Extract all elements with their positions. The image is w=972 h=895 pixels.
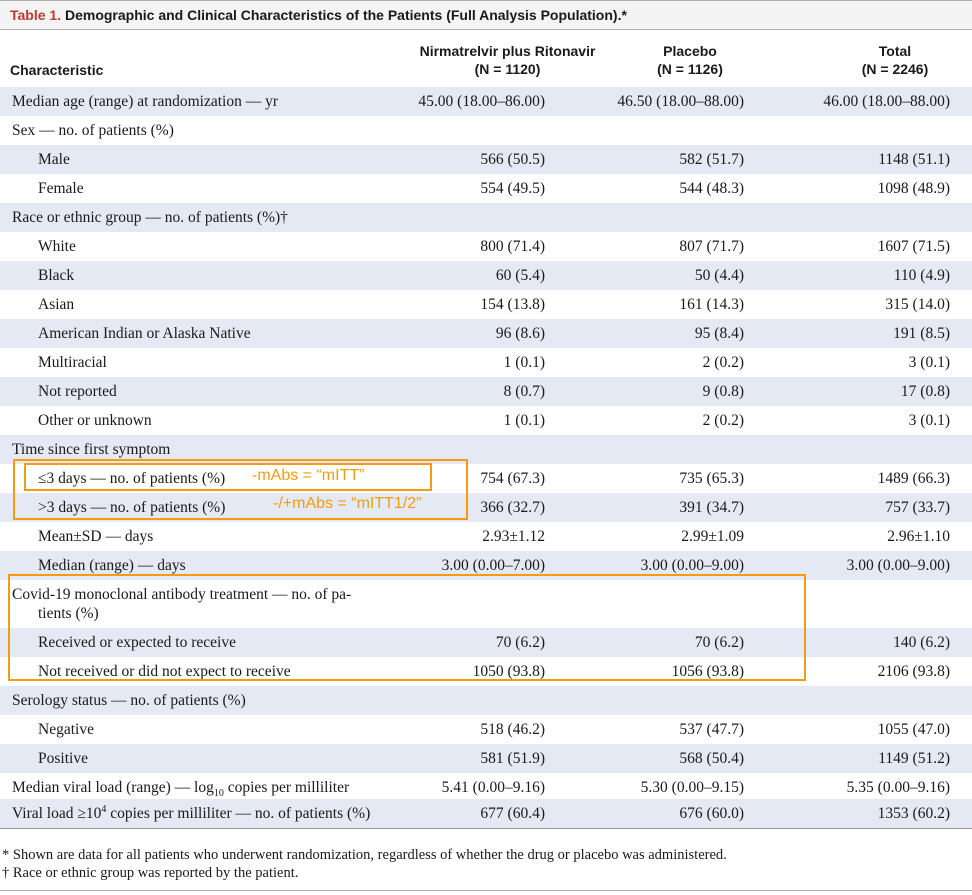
row-label: Negative <box>38 721 94 738</box>
row-label-pre: Viral load ≥10 <box>12 805 102 822</box>
cell-total: 17 (0.8) <box>900 383 950 400</box>
table-row <box>0 232 972 261</box>
cell-total: 1149 (51.2) <box>878 750 950 767</box>
cell-placebo: 3.00 (0.00–9.00) <box>640 557 744 574</box>
cell-placebo: 391 (34.7) <box>679 499 744 516</box>
row-label: Race or ethnic group — no. of patients (%)† <box>12 209 288 226</box>
cell-treatment: 554 (49.5) <box>480 180 545 197</box>
row-label: Not received or did not expect to receive <box>38 663 291 680</box>
cell-total: 1098 (48.9) <box>877 180 950 197</box>
cell-placebo: 9 (0.8) <box>702 383 744 400</box>
cell-treatment: 1 (0.1) <box>503 354 545 371</box>
row-label-post: copies per milliliter — no. of patients (%) <box>106 805 371 822</box>
cell-treatment: 366 (32.7) <box>480 499 545 516</box>
cell-placebo: 46.50 (18.00–88.00) <box>617 93 744 110</box>
cell-treatment: 754 (67.3) <box>480 470 545 487</box>
table-row <box>0 290 972 319</box>
header-treatment-name: Nirmatrelvir plus Ritonavir <box>419 43 596 59</box>
header-placebo-n: (N = 1126) <box>657 61 723 77</box>
cell-placebo: 582 (51.7) <box>679 151 744 168</box>
table-row <box>0 799 972 828</box>
table-row <box>0 406 972 435</box>
cell-total: 2.96±1.10 <box>887 528 950 545</box>
table-row <box>0 174 972 203</box>
cell-total: 3 (0.1) <box>908 412 950 429</box>
annotation-note-mitt12: -/+mAbs = “mITT1/2” <box>273 495 422 512</box>
table-row <box>0 87 972 116</box>
row-label: Median age (range) at randomization — yr <box>12 93 278 110</box>
cell-placebo: 50 (4.4) <box>694 267 744 284</box>
cell-treatment: 677 (60.4) <box>480 805 545 822</box>
cell-treatment: 1 (0.1) <box>503 412 545 429</box>
table-row <box>0 348 972 377</box>
row-label-line2: tients (%) <box>38 605 99 622</box>
cell-total: 1353 (60.2) <box>877 805 950 822</box>
footnotes <box>2 846 962 882</box>
table-row <box>0 744 972 773</box>
cell-placebo: 2 (0.2) <box>702 354 744 371</box>
table-bottom-rule <box>0 828 972 829</box>
row-label-post: copies per milliliter <box>223 779 350 796</box>
footnote-asterisk: * Shown are data for all patients who underwent randomization, regardless of whether the drug or placebo was administered. <box>2 847 727 863</box>
cell-total: 1055 (47.0) <box>877 721 950 738</box>
cell-treatment: 60 (5.4) <box>495 267 545 284</box>
table-row <box>0 715 972 744</box>
table-row <box>0 686 972 715</box>
table-row <box>0 377 972 406</box>
row-label: Black <box>38 267 75 284</box>
header-placebo <box>620 42 760 78</box>
row-label: American Indian or Alaska Native <box>38 325 251 342</box>
cell-treatment: 566 (50.5) <box>480 151 545 168</box>
cell-treatment: 5.41 (0.00–9.16) <box>441 779 545 796</box>
cell-total: 2106 (93.8) <box>877 663 950 680</box>
page-bottom-rule <box>0 890 972 891</box>
table-title-text: Demographic and Clinical Characteristics of the Patients (Full Analysis Population).* <box>64 7 627 23</box>
row-label: Multiracial <box>38 354 107 371</box>
row-label-superscript: 4 <box>101 804 107 815</box>
cell-total: 5.35 (0.00–9.16) <box>846 779 950 796</box>
cell-placebo: 544 (48.3) <box>679 180 744 197</box>
row-label-subscript: 10 <box>213 788 224 799</box>
header-treatment-n: (N = 1120) <box>474 61 541 77</box>
cell-treatment: 45.00 (18.00–86.00) <box>418 93 545 110</box>
row-label-line1: Covid-19 monoclonal antibody treatment — no. of pa- <box>12 586 352 603</box>
cell-placebo: 676 (60.0) <box>679 805 744 822</box>
cell-total: 3 (0.1) <box>908 354 950 371</box>
header-total-n: (N = 2246) <box>861 61 929 77</box>
row-label: Other or unknown <box>38 412 152 429</box>
cell-total: 1607 (71.5) <box>877 238 950 255</box>
cell-treatment: 518 (46.2) <box>480 721 545 738</box>
cell-total: 110 (4.9) <box>893 267 950 284</box>
cell-total: 140 (6.2) <box>893 634 950 651</box>
row-label: Positive <box>38 750 88 767</box>
header-placebo-name: Placebo <box>663 43 717 59</box>
row-label: Serology status — no. of patients (%) <box>12 692 246 709</box>
cell-treatment: 8 (0.7) <box>503 383 545 400</box>
header-treatment <box>385 42 630 78</box>
cell-placebo: 95 (8.4) <box>694 325 744 342</box>
row-label: Male <box>38 151 70 168</box>
cell-total: 191 (8.5) <box>893 325 950 342</box>
row-label: White <box>38 238 76 255</box>
annotation-note-mitt: -mAbs = “mITT” <box>252 467 365 484</box>
table-title <box>0 0 972 30</box>
cell-placebo: 70 (6.2) <box>694 634 744 651</box>
cell-placebo: 807 (71.7) <box>679 238 744 255</box>
cell-total: 315 (14.0) <box>885 296 950 313</box>
header-total-name: Total <box>878 43 912 59</box>
row-label: >3 days — no. of patients (%) <box>38 499 226 516</box>
cell-treatment: 1050 (93.8) <box>472 663 545 680</box>
table-label: Table 1. <box>10 7 62 23</box>
cell-placebo: 2 (0.2) <box>702 412 744 429</box>
row-label: ≤3 days — no. of patients (%) <box>38 470 226 487</box>
table-row <box>0 116 972 145</box>
cell-total: 3.00 (0.00–9.00) <box>846 557 950 574</box>
row-label: Median (range) — days <box>38 557 186 574</box>
cell-total: 1148 (51.1) <box>878 151 950 168</box>
header-characteristic: Characteristic <box>10 62 104 78</box>
table-row <box>0 261 972 290</box>
cell-treatment: 154 (13.8) <box>480 296 545 313</box>
row-label: Asian <box>38 296 75 313</box>
row-label: Female <box>38 180 84 197</box>
cell-placebo: 2.99±1.09 <box>681 528 744 545</box>
cell-total: 1489 (66.3) <box>877 470 950 487</box>
row-label: Mean±SD — days <box>38 528 154 545</box>
annotation-box-time-inner <box>24 463 432 491</box>
table-row <box>0 773 972 802</box>
table-header <box>0 30 972 88</box>
row-label: Time since first symptom <box>12 441 171 458</box>
table-row <box>0 145 972 174</box>
cell-placebo: 5.30 (0.00–9.15) <box>640 779 744 796</box>
cell-treatment: 2.93±1.12 <box>482 528 545 545</box>
cell-treatment: 581 (51.9) <box>480 750 545 767</box>
row-label <box>12 799 370 830</box>
cell-total: 46.00 (18.00–88.00) <box>823 93 950 110</box>
row-label: Received or expected to receive <box>38 634 236 651</box>
cell-placebo: 537 (47.7) <box>679 721 744 738</box>
cell-placebo: 1056 (93.8) <box>671 663 744 680</box>
footnote-dagger: † Race or ethnic group was reported by the patient. <box>2 865 299 881</box>
cell-total: 757 (33.7) <box>885 499 950 516</box>
cell-treatment: 70 (6.2) <box>495 634 545 651</box>
row-label: Not reported <box>38 383 117 400</box>
table-row <box>0 522 972 551</box>
annotation-box-antibody <box>8 574 806 681</box>
cell-treatment: 96 (8.6) <box>495 325 545 342</box>
cell-treatment: 800 (71.4) <box>480 238 545 255</box>
cell-placebo: 161 (14.3) <box>679 296 744 313</box>
row-label-pre: Median viral load (range) — log <box>12 779 214 796</box>
table-row <box>0 319 972 348</box>
table-row <box>0 203 972 232</box>
cell-placebo: 568 (50.4) <box>679 750 744 767</box>
cell-treatment: 3.00 (0.00–7.00) <box>441 557 545 574</box>
row-label: Sex — no. of patients (%) <box>12 122 174 139</box>
header-total <box>830 42 960 78</box>
cell-placebo: 735 (65.3) <box>679 470 744 487</box>
